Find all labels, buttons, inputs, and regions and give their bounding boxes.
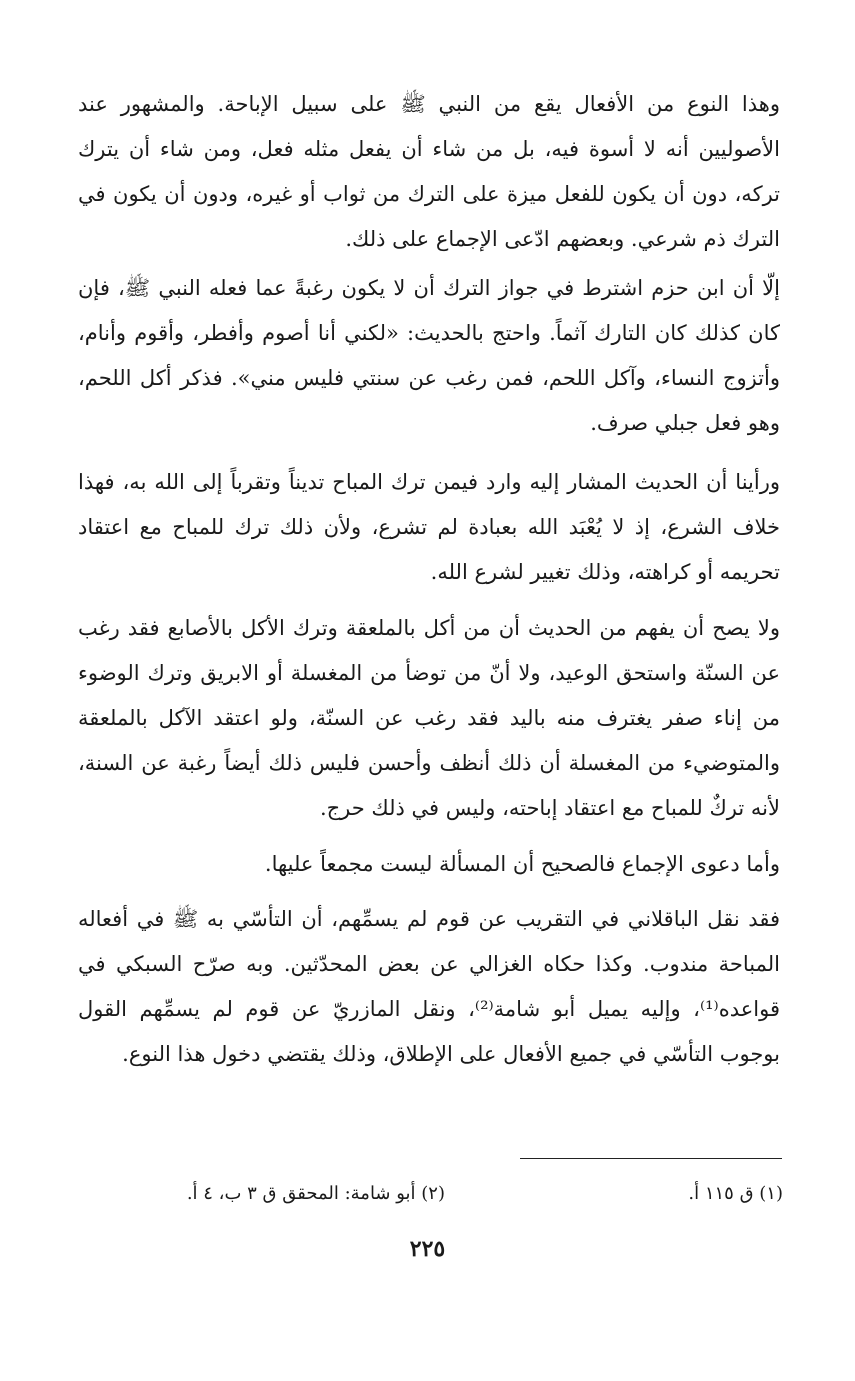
paragraph-1: وهذا النوع من الأفعال يقع من النبي ﷺ على سبيل الإباحة. والمشهور عند الأصوليين أنه لا أسوة فيه، بل من شاء أن يفعل مثله فعل، ومن شاء أن يترك تركه، دون أن يكون للفعل ميزة على الترك من ثواب أو غيره، ودون أن يكون في الترك ذم شرعي. وبعضهم ادّعى الإجماع على ذلك. [78, 92, 780, 251]
paragraph-3: ورأينا أن الحديث المشار إليه وارد فيمن ترك المباح تديناً وتقرباً إلى الله به، فهذا خلاف الشرع، إذ لا يُعْبَد الله بعبادة لم تشرع، ولأن ذلك ترك للمباح مع اعتقاد تحريمه أو كراهته، وذلك تغيير لشرع الله. [78, 470, 780, 584]
footnote-divider [520, 1158, 782, 1159]
footnote-1: (١) ق ١١٥ أ. [688, 1183, 783, 1204]
paragraph-2: إلّا أن ابن حزم اشترط في جواز الترك أن لا يكون رغبةً عما فعله النبي ﷺ، فإن كان كذلك كان التارك آثماً. واحتج بالحديث: «لكني أنا أصوم وأفطر، وأقوم وأنام، وأتزوج النساء، وآكل اللحم، فمن رغب عن سنتي فليس مني». فذكر أكل اللحم، وهو فعل جبلي صرف. [78, 276, 780, 435]
paragraph-4: ولا يصح أن يفهم من الحديث أن من أكل بالملعقة وترك الأكل بالأصابع فقد رغب عن السنّة واستحق الوعيد، ولا أنّ من توضأ من المغسلة أو الابريق وترك الوضوء من إناء صفر يغترف منه باليد فقد رغب عن السنّة، ولو اعتقد الآكل بالملعقة والمتوضيء من المغسلة أن ذلك أنظف وأحسن فليس ذلك أيضاً رغبة عن السنة، لأنه تركٌ للمباح مع اعتقاد إباحته، وليس في ذلك حرج. [78, 616, 780, 820]
page-number: ٢٢٥ [409, 1236, 446, 1262]
footnote-2: (٢) أبو شامة: المحقق ق ٣ ب، ٤ أ. [186, 1183, 445, 1204]
paragraph-5: وأما دعوى الإجماع فالصحيح أن المسألة ليست مجمعاً عليها. [264, 852, 780, 876]
paragraph-6: فقد نقل الباقلاني في التقريب عن قوم لم يسمِّهم، أن التأسّي به ﷺ في أفعاله المباحة مندوب. وكذا حكاه الغزالي عن بعض المحدّثين. وبه صرّح السبكي في قواعده⁽¹⁾، وإليه يميل أبو شامة⁽²⁾، ونقل المازريّ عن قوم لم يسمِّهم القول بوجوب التأسّي في جميع الأفعال على الإطلاق، وذلك يقتضي دخول هذا النوع. [78, 907, 780, 1066]
